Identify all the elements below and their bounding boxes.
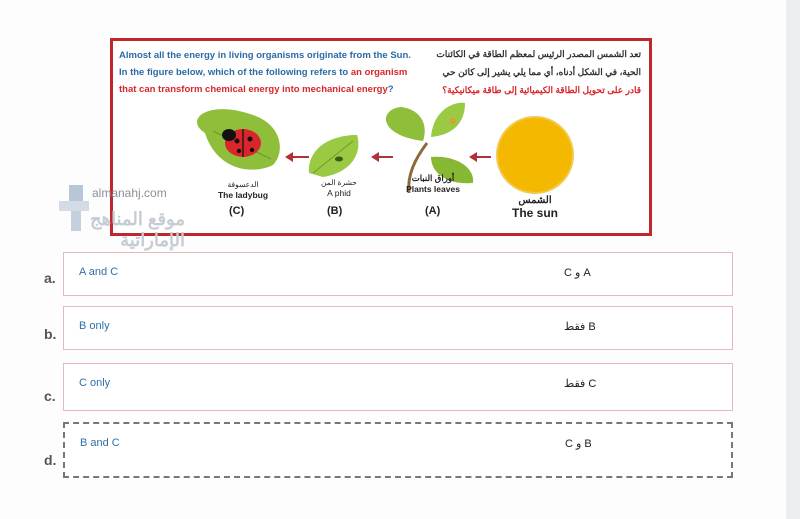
question-arabic: [431, 45, 641, 99]
question-en-highlight: an organism: [350, 67, 408, 78]
page-edge: [786, 0, 800, 519]
watermark: [55, 183, 185, 253]
watermark-url: almanahj.com: [92, 186, 167, 200]
option-c-text-ar: C فقط: [564, 378, 597, 390]
question-en-line3: [119, 81, 449, 98]
stage-b-label-en: A phid: [327, 188, 351, 198]
question-ar-line2: الحية، في الشكل أدناه، أي مما يلي يشير إلى كائن حي: [442, 67, 641, 77]
question-en-highlight-2: that can transform chemical energy into mechanical energy: [119, 84, 388, 95]
stage-a-label-ar: أوراق النبات: [411, 173, 455, 183]
option-d-letter: d.: [44, 452, 57, 468]
option-a-text-ar: A و C: [564, 267, 591, 279]
question-mark: ?: [387, 84, 394, 95]
question-en-line1: Almost all the energy in living organisms originate from the Sun.: [119, 50, 411, 61]
ladybug-image: [197, 109, 280, 170]
aphid-image: [309, 135, 359, 177]
option-c-letter: c.: [44, 388, 56, 404]
arrow-a-to-b: [371, 152, 393, 162]
stage-b-label: [309, 177, 369, 199]
question-ar-line3: قادر على تحويل الطاقة الكيميائية إلى طاقة ميكانيكية؟: [442, 85, 641, 95]
option-a[interactable]: [63, 252, 733, 296]
stage-b-letter: (B): [327, 205, 343, 217]
stage-c-label: [203, 179, 283, 201]
stage-c-label-ar: الدعسوقة: [227, 180, 259, 189]
option-c-text-en: C only: [79, 377, 111, 389]
option-b-text-en: B only: [79, 320, 110, 332]
stage-a-label: [393, 173, 473, 195]
sun-label: [497, 195, 573, 220]
sun-label-en: The sun: [511, 206, 558, 220]
food-chain-figure: [113, 101, 649, 231]
sun-label-ar: الشمس: [518, 195, 552, 206]
stage-c-letter: (C): [229, 205, 245, 217]
option-b[interactable]: [63, 306, 733, 350]
option-b-letter: b.: [44, 326, 57, 342]
option-d-text-ar: B و C: [565, 438, 592, 450]
question-en-line2-text: In the figure below, which of the following refers to: [119, 67, 351, 78]
question-english: [119, 47, 449, 98]
option-d-text-en: B and C: [80, 437, 120, 449]
option-c[interactable]: [63, 363, 733, 411]
option-a-text-en: A and C: [79, 266, 119, 278]
question-ar-line1: تعد الشمس المصدر الرئيس لمعظم الطاقة في الكائنات: [436, 49, 641, 59]
arrow-sun-to-a: [469, 152, 491, 162]
stage-c-label-en: The ladybug: [217, 190, 269, 200]
watermark-arabic: موقع المناهج الإماراتية: [89, 209, 185, 250]
option-d[interactable]: [63, 422, 733, 478]
question-panel: [110, 38, 652, 236]
question-en-line2: [119, 64, 449, 81]
stage-b-label-ar: حشرة المن: [321, 178, 357, 187]
stage-a-letter: (A): [425, 205, 441, 217]
option-b-text-ar: B فقط: [564, 321, 596, 333]
stage-a-label-en: Plants leaves: [406, 184, 460, 194]
option-a-letter: a.: [44, 270, 56, 286]
arrow-b-to-c: [285, 152, 309, 162]
sun-image: [497, 117, 573, 193]
